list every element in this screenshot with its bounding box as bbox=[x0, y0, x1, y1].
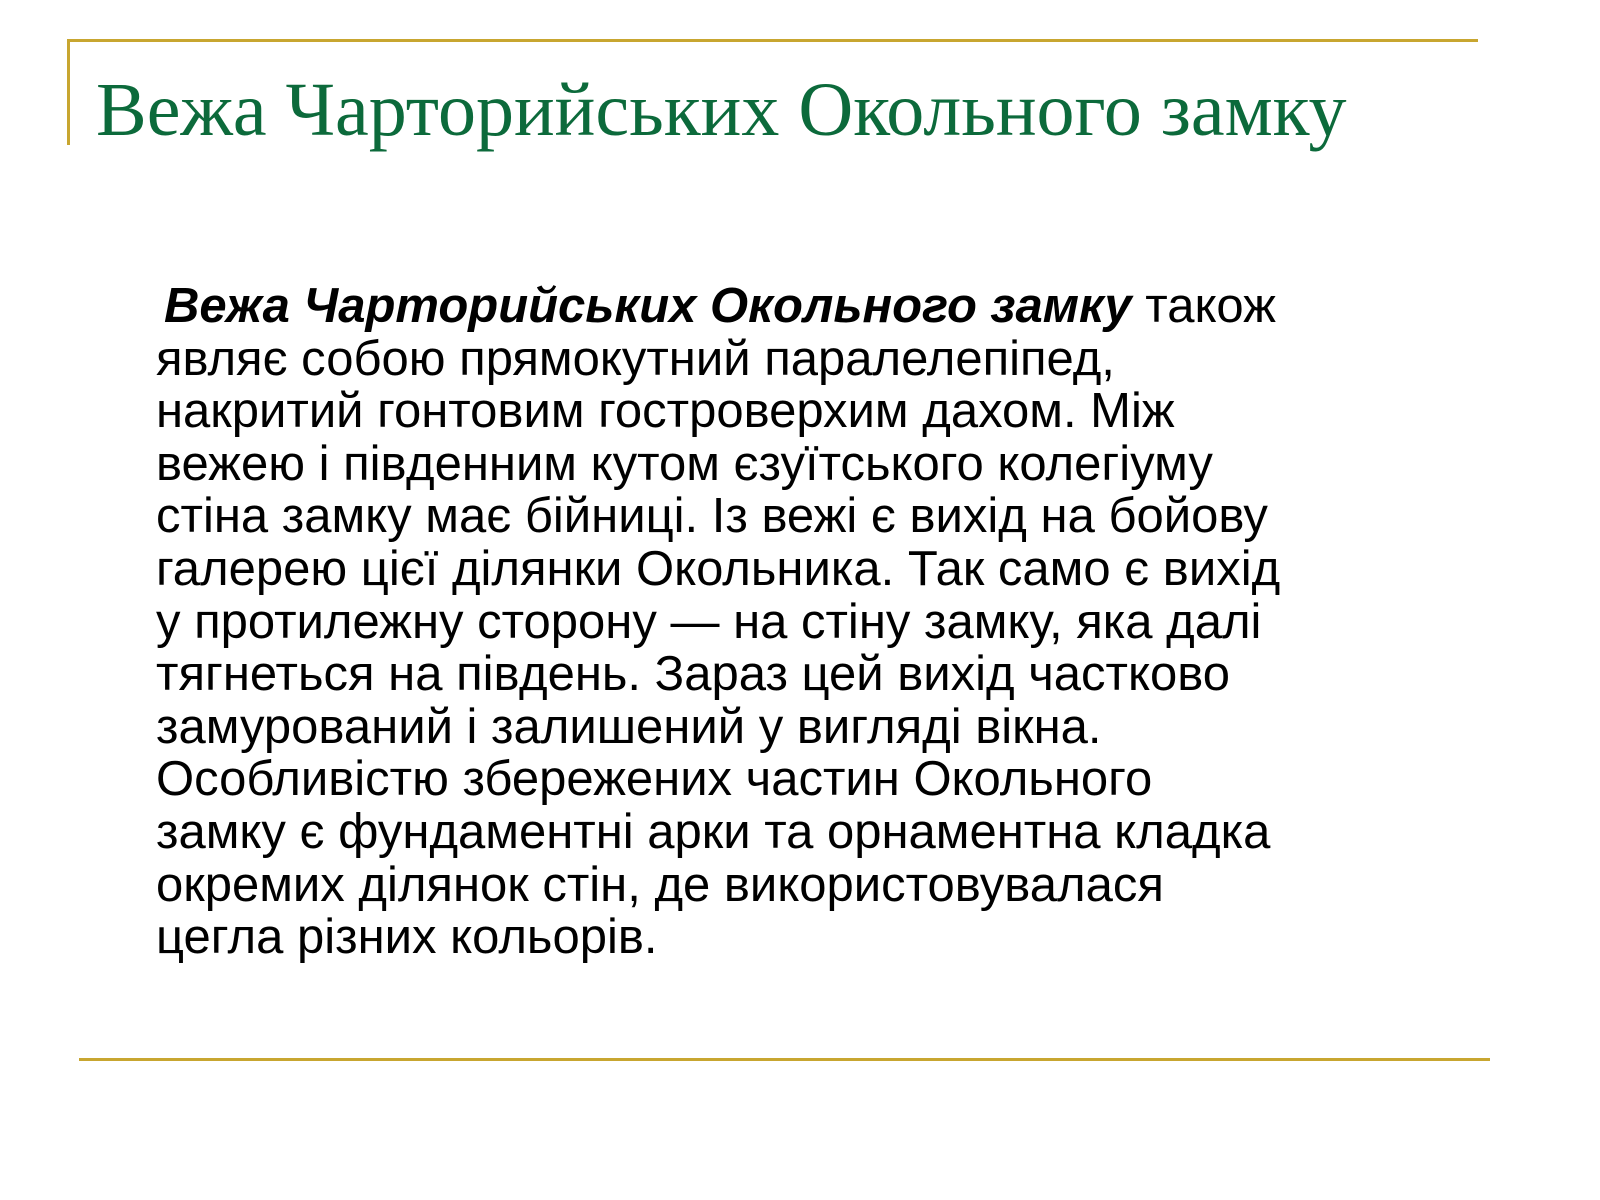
body-line: окремих ділянок стін, де використовувалася bbox=[156, 857, 1164, 912]
body-lead: Вежа Чарторийських Окольного замку bbox=[164, 279, 1132, 333]
body-line: тягнеться на південь. Зараз цей вихід частково bbox=[156, 647, 1230, 702]
body-first-line-rest: також bbox=[1131, 279, 1276, 333]
body-line: замурований і залишений у вигляді вікна. bbox=[156, 699, 1102, 754]
slide-title: Вежа Чарторийських Окольного замку bbox=[96, 68, 1347, 152]
body-paragraph bbox=[156, 280, 1466, 964]
body-line: цегла різних кольорів. bbox=[156, 910, 658, 965]
bottom-rule bbox=[79, 1058, 1490, 1061]
body-line: у протилежну сторону — на стіну замку, яка далі bbox=[156, 594, 1262, 649]
top-rule bbox=[67, 39, 1478, 42]
body-line: накритий гонтовим гостроверхим дахом. Між bbox=[156, 384, 1175, 439]
body-line: вежею і південним кутом єзуїтського колегіуму bbox=[156, 436, 1213, 491]
body-line-1 bbox=[156, 280, 1466, 333]
body-line: Особливістю збережених частин Окольного bbox=[156, 752, 1153, 807]
body-line: замку є фундаментні арки та орнаментна кладка bbox=[156, 804, 1271, 859]
body-line: стіна замку має бійниці. Із вежі є вихід на бойову bbox=[156, 489, 1268, 544]
body-line: галерею цієї ділянки Окольника. Так само є вихід bbox=[156, 541, 1281, 596]
left-rule bbox=[67, 39, 70, 145]
body-line: являє собою прямокутний паралелепіпед, bbox=[156, 331, 1115, 386]
